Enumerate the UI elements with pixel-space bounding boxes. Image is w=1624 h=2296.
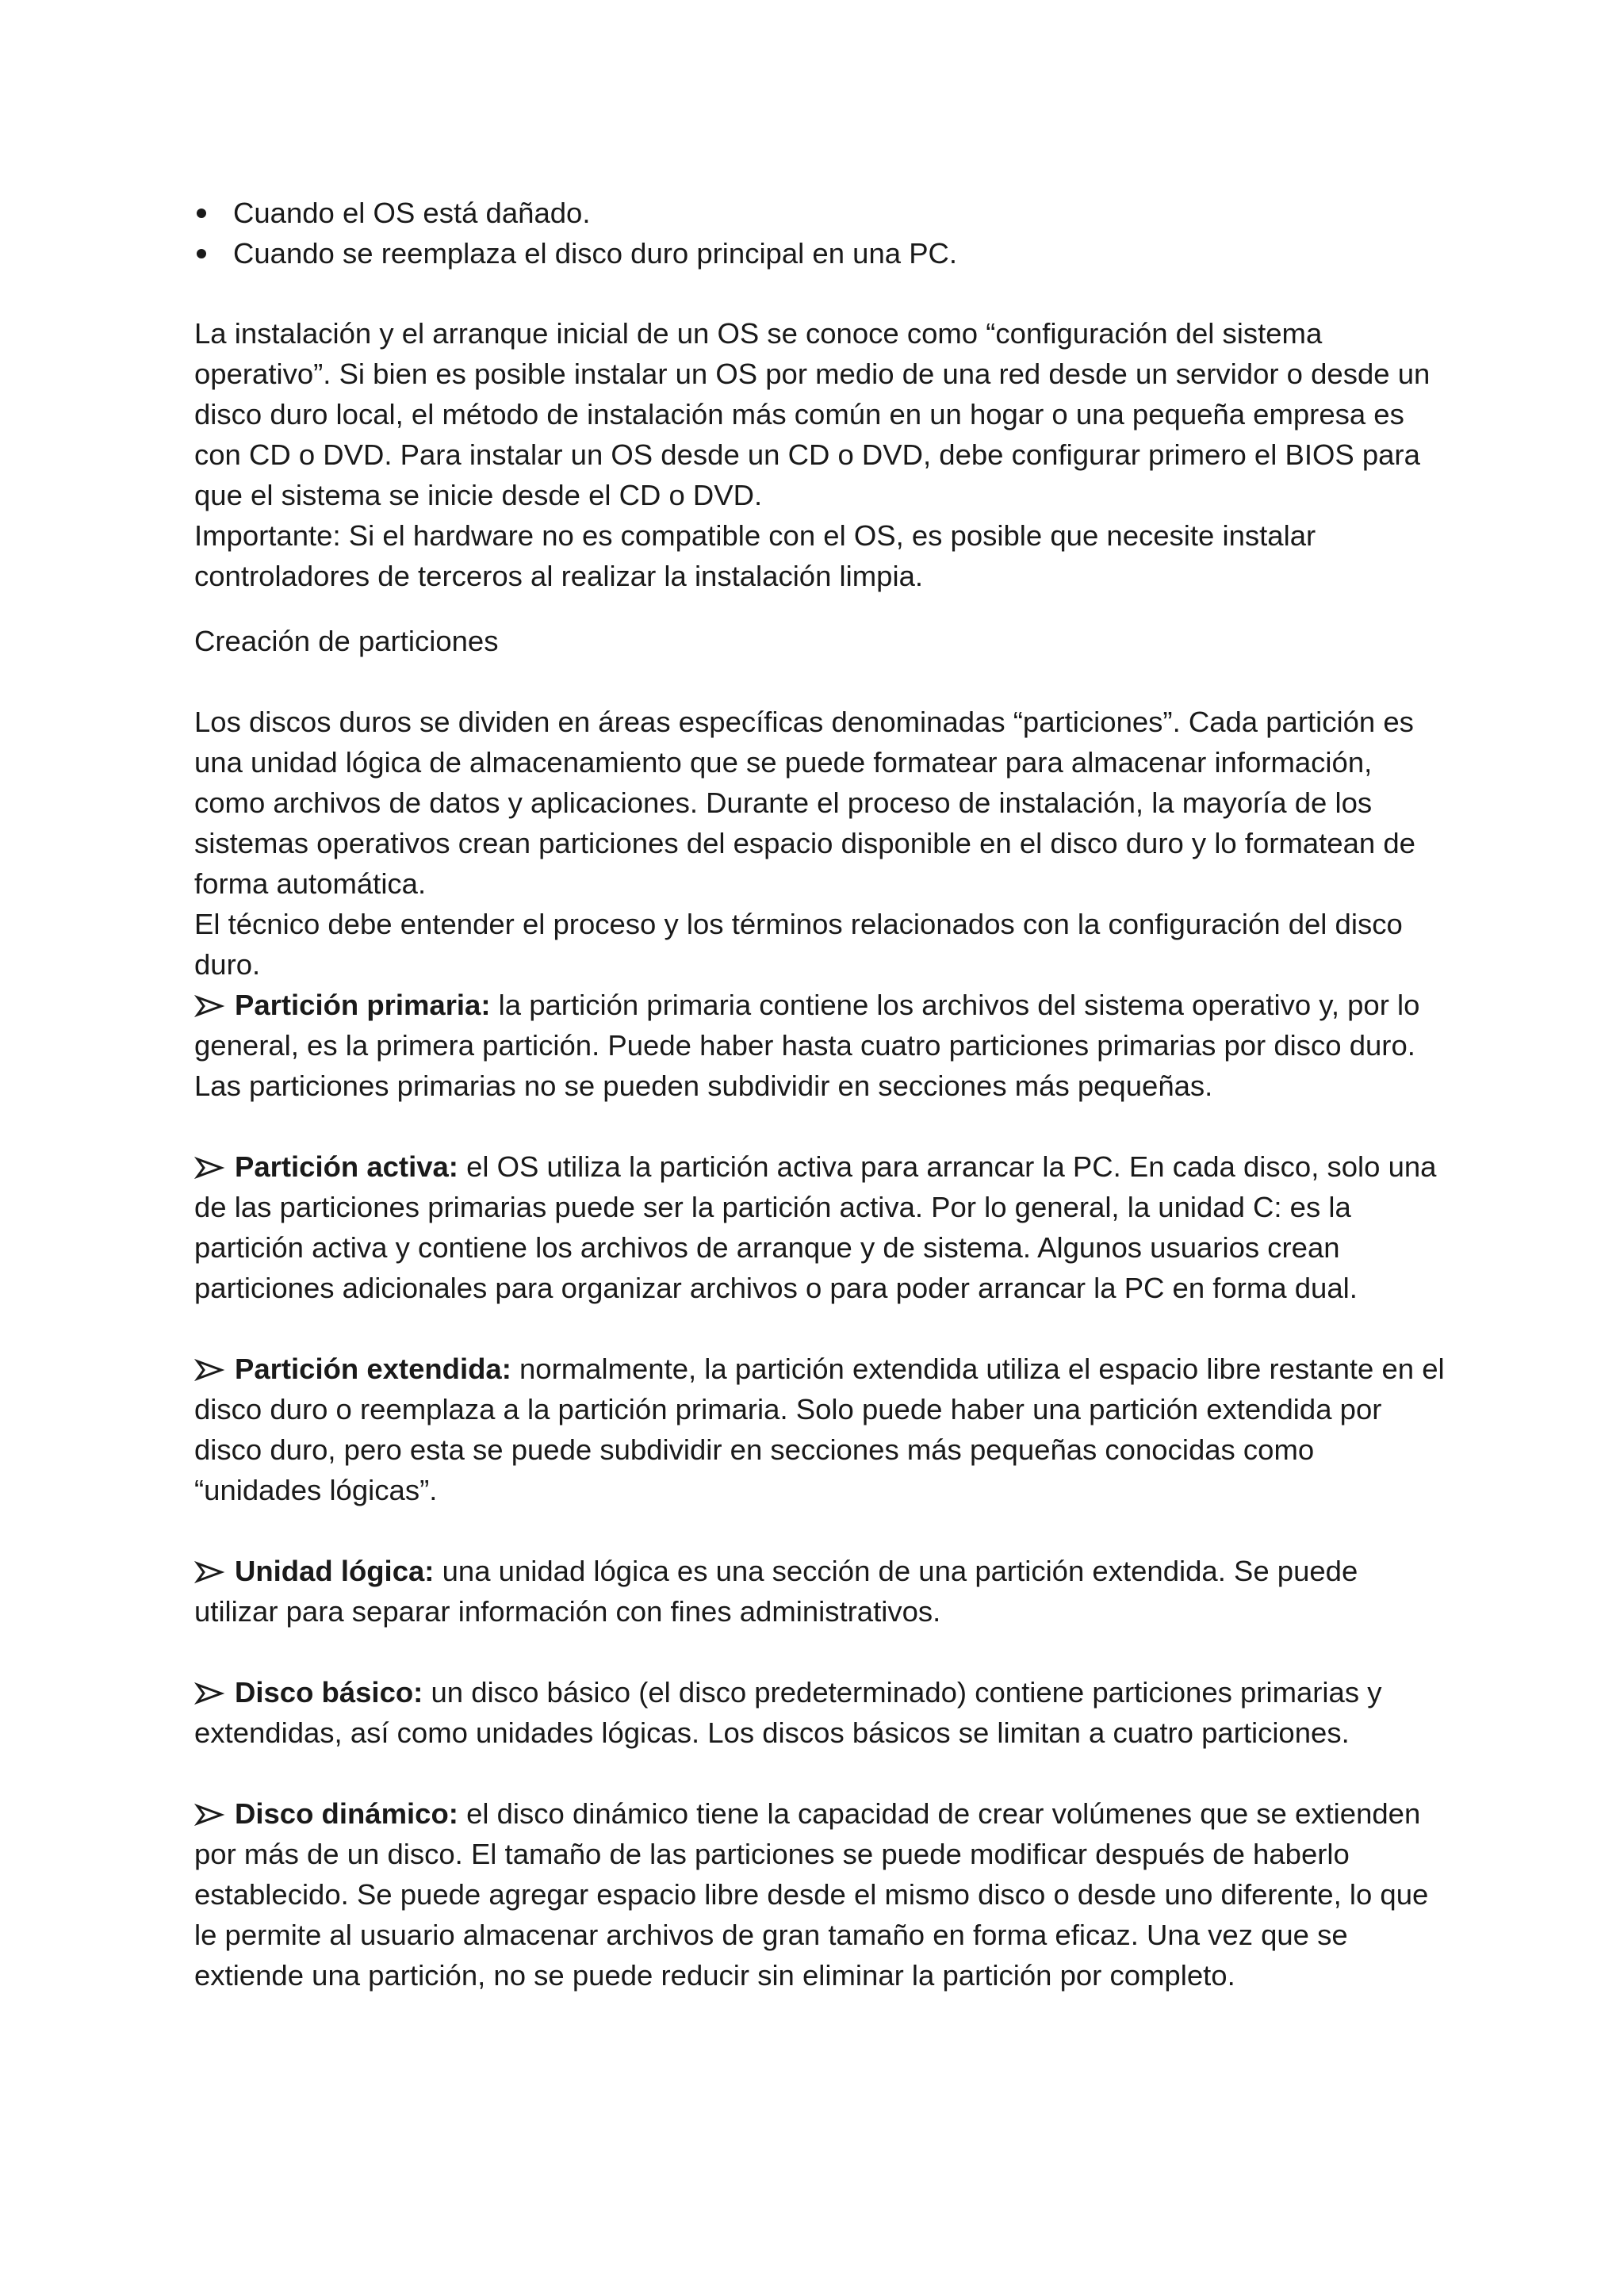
bullet-dot-icon: [197, 249, 206, 258]
term-description: la partición primaria contiene los archivos del sistema operativo y, por lo general, es la primera partición. Puede haber hasta cuatro particiones primarias por disco duro. Las particiones primarias no se pueden subdividir en secciones más pequeñas.: [194, 989, 1420, 1102]
section-paragraph: Los discos duros se dividen en áreas específicas denominadas “particiones”. Cada partición es una unidad lógica de almacenamiento que se puede formatear para almacenar información, como archivos de datos y aplicaciones. Durante el proceso de instalación, la mayoría de los sistemas operativos crean particiones del espacio disponible en el disco duro y lo formatean de forma automática.: [194, 706, 1415, 900]
bullet-item: [194, 193, 1447, 233]
bullet-text: Cuando el OS está dañado.: [233, 197, 591, 229]
term-paragraph: [194, 985, 1447, 1106]
term-description: una unidad lógica es una sección de una partición extendida. Se puede utilizar para separar información con fines administrativos.: [194, 1555, 1358, 1628]
term-label: Partición activa:: [235, 1150, 458, 1183]
important-note: Importante: Si el hardware no es compatible con el OS, es posible que necesite instalar controladores de terceros al realizar la instalación limpia.: [194, 519, 1316, 592]
bullet-item: [194, 233, 1447, 274]
bullet-list: [194, 193, 1447, 274]
term-description: el OS utiliza la partición activa para arrancar la PC. En cada disco, solo una de las particiones primarias puede ser la partición activa. Por lo general, la unidad C: es la partición activa y contiene los archivos de arranque y de sistema. Algunos usuarios crean particiones adicionales para organizar archivos o para poder arrancar la PC en forma dual.: [194, 1150, 1437, 1304]
arrowhead-bullet-icon: [194, 1561, 226, 1583]
term-paragraph: [194, 1551, 1447, 1632]
term-description: normalmente, la partición extendida utiliza el espacio libre restante en el disco duro o reemplaza a la partición primaria. Solo puede haber una partición extendida por disco duro, pero esta se puede subdividir en secciones más pequeñas conocidas como “unidades lógicas”.: [194, 1353, 1445, 1506]
document-body: [194, 193, 1447, 1996]
section-heading: Creación de particiones: [194, 625, 499, 657]
term-label: Partición extendida:: [235, 1353, 511, 1385]
term-paragraph: [194, 1349, 1447, 1510]
term-paragraph: [194, 1793, 1447, 1996]
section-paragraph: El técnico debe entender el proceso y los términos relacionados con la configuración del disco duro.: [194, 908, 1403, 981]
term-paragraph: [194, 1672, 1447, 1753]
term-paragraph: [194, 1146, 1447, 1308]
term-label: Disco dinámico:: [235, 1797, 458, 1830]
term-description: un disco básico (el disco predeterminado) contiene particiones primarias y extendidas, así como unidades lógicas. Los discos básicos se limitan a cuatro particiones.: [194, 1676, 1382, 1749]
term-label: Unidad lógica:: [235, 1555, 435, 1587]
term-label: Partición primaria:: [235, 989, 491, 1021]
arrowhead-bullet-icon: [194, 1804, 226, 1826]
arrowhead-bullet-icon: [194, 1157, 226, 1179]
arrowhead-bullet-icon: [194, 1682, 226, 1705]
term-description: el disco dinámico tiene la capacidad de crear volúmenes que se extienden por más de un disco. El tamaño de las particiones se puede modificar después de haberlo establecido. Se puede agregar espacio libre desde el mismo disco o desde uno diferente, lo que le permite al usuario almacenar archivos de gran tamaño en forma eficaz. Una vez que se extiende una partición, no se puede reducir sin eliminar la partición por completo.: [194, 1797, 1429, 1992]
term-label: Disco básico:: [235, 1676, 423, 1709]
arrowhead-bullet-icon: [194, 995, 226, 1017]
arrowhead-bullet-icon: [194, 1359, 226, 1381]
intro-paragraph: La instalación y el arranque inicial de un OS se conoce como “configuración del sistema operativo”. Si bien es posible instalar un OS por medio de una red desde un servidor o desde un disco duro local, el método de instalación más común en un hogar o una pequeña empresa es con CD o DVD. Para instalar un OS desde un CD o DVD, debe configurar primero el BIOS para que el sistema se inicie desde el CD o DVD.: [194, 317, 1431, 511]
bullet-text: Cuando se reemplaza el disco duro principal en una PC.: [233, 237, 958, 270]
bullet-dot-icon: [197, 209, 206, 218]
